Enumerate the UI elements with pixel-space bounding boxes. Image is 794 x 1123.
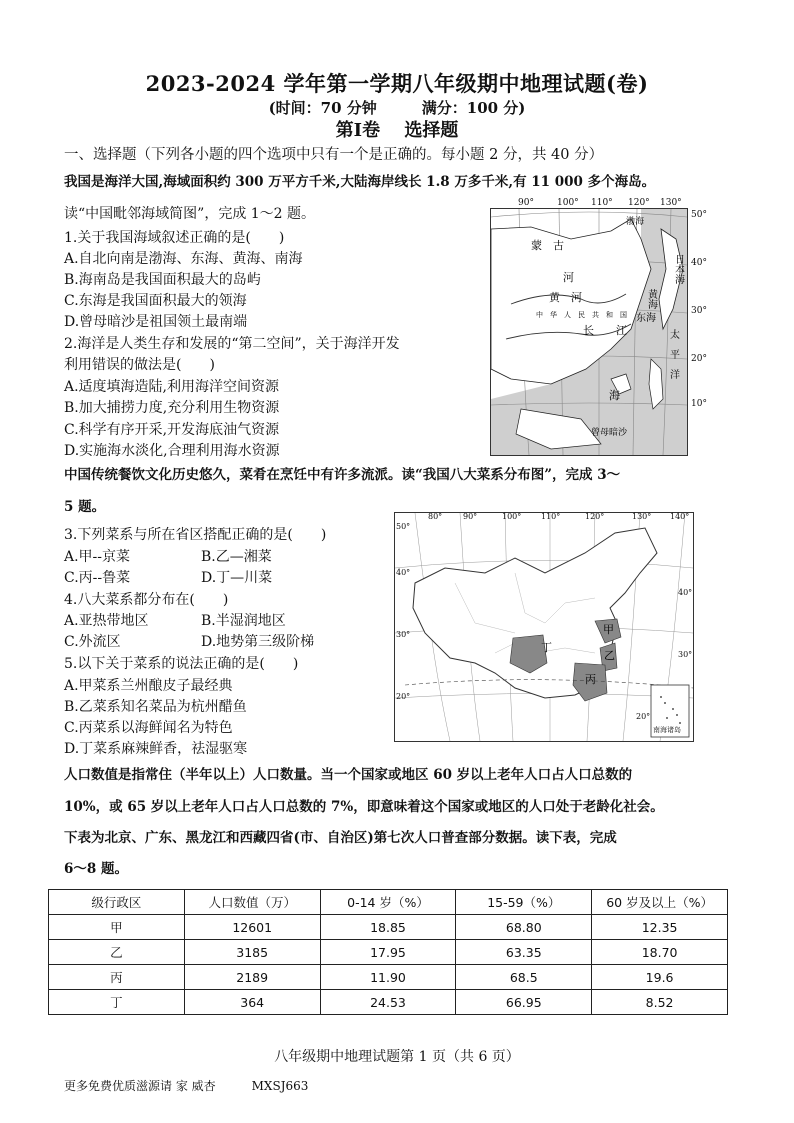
label-heshan: 河 (563, 271, 574, 284)
label-yellow-sea: 黄海 (645, 289, 657, 309)
table-cell: 68.80 (456, 915, 592, 940)
label-south-sea: 海 (609, 389, 620, 402)
label-changjiang: 长 江 (583, 324, 627, 337)
footer-code: MXSJ663 (251, 1079, 309, 1093)
table-cell: 19.6 (592, 965, 728, 990)
table-cell: 68.5 (456, 965, 592, 990)
footer-note-text: 更多免费优质滋源请 家 威杏 (64, 1079, 216, 1093)
map2-lon-3: 110° (541, 512, 561, 521)
q5-option-b[interactable]: B.乙菜系知名菜品为杭州醋鱼 (64, 699, 247, 715)
q2-option-a[interactable]: A.适度填海造陆,利用海洋空间资源 (64, 379, 280, 395)
label-bohai: 渤海 (626, 217, 645, 227)
map2-lat-right-1: 30° (678, 650, 693, 659)
page-footer: 八年级期中地理试题第 1 页（共 6 页） (274, 1049, 520, 1065)
table-cell: 24.53 (320, 990, 456, 1015)
q4-option-a[interactable]: A.亚热带地区 (64, 613, 149, 629)
map1-lon-1: 100° (557, 198, 579, 208)
table-cell: 17.95 (320, 940, 456, 965)
q5-option-a[interactable]: A.甲菜系兰州酿皮子最经典 (64, 678, 233, 694)
map2-lon-1: 90° (463, 512, 478, 521)
map1-lat-2: 30° (691, 306, 707, 316)
q4-stem: 4.八大菜系都分布在( ) (64, 592, 229, 608)
map2-lon-0: 80° (428, 512, 443, 521)
map2-lat-left-3: 20° (396, 692, 411, 701)
footer-note (64, 1077, 308, 1094)
q2-stem-1: 2.海洋是人类生存和发展的“第二空间”，关于海洋开发 (64, 336, 400, 352)
map-china-seas-svg (491, 209, 687, 455)
label-huanghe: 黄 河 (549, 291, 582, 304)
q4-option-b[interactable]: B.半湿润地区 (201, 613, 286, 629)
q3-option-c[interactable]: C.丙--鲁菜 (64, 570, 131, 586)
instructions: 一、选择题（下列各小题的四个选项中只有一个是正确的。每小题 2 分，共 40 分） (64, 147, 604, 163)
q5-option-c[interactable]: C.丙菜系以海鲜闻名为特色 (64, 720, 233, 736)
map2-lat-left-1: 40° (396, 568, 411, 577)
table-cell: 2189 (184, 965, 320, 990)
q3-option-d[interactable]: D.丁—川菜 (201, 570, 273, 586)
table-header: 15-59（%） (456, 890, 592, 915)
q5-option-d[interactable]: D.丁菜系麻辣鲜香，祛湿驱寒 (64, 741, 248, 757)
population-table (48, 889, 728, 1015)
q1-option-b[interactable]: B.海南岛是我国面积最大的岛屿 (64, 272, 261, 288)
q3-stem: 3.下列菜系与所在省区搭配正确的是( ) (64, 527, 327, 543)
table-cell: 乙 (49, 940, 185, 965)
map1-lat-0: 50° (691, 210, 707, 220)
map-china-seas (490, 208, 688, 456)
q5-stem: 5.以下关于菜系的说法正确的是( ) (64, 656, 299, 672)
table-cell: 364 (184, 990, 320, 1015)
q3-options-row1 (64, 547, 338, 567)
map2-lat-right-0: 40° (678, 588, 693, 597)
q3-option-a[interactable]: A.甲--京菜 (64, 549, 131, 565)
q2-option-c[interactable]: C.科学有序开采,开发海底油气资源 (64, 422, 280, 438)
q1-option-d[interactable]: D.曾母暗沙是祖国领土最南端 (64, 314, 248, 330)
map2-lon-5: 130° (632, 512, 652, 521)
passage3-line4: 6～8 题。 (64, 861, 128, 877)
q3-option-b[interactable]: B.乙—湘菜 (201, 549, 272, 565)
inset-label: 南海诸岛 (653, 726, 681, 734)
table-cell: 丁 (49, 990, 185, 1015)
map1-lon-2: 110° (591, 198, 613, 208)
map2-lon-4: 120° (585, 512, 605, 521)
table-cell: 12.35 (592, 915, 728, 940)
label-east-sea: 东海 (636, 313, 656, 324)
map1-lon-0: 90° (518, 198, 534, 208)
q1-option-c[interactable]: C.东海是我国面积最大的领海 (64, 293, 247, 309)
q2-option-b[interactable]: B.加大捕捞力度,充分利用生物资源 (64, 400, 280, 416)
q4-options-row1 (64, 611, 338, 631)
label-zengmu: 曾母暗沙 (591, 428, 628, 438)
table-cell: 甲 (49, 915, 185, 940)
exam-meta: (时间：70 分钟 满分：100 分) (268, 99, 526, 117)
q1-option-a[interactable]: A.自北向南是渤海、东海、黄海、南海 (64, 251, 303, 267)
map2-lon-6: 140° (670, 512, 690, 521)
table-row (49, 915, 728, 940)
label-china: 中 华 人 民 共 和 国 (536, 311, 627, 319)
table-header: 级行政区 (49, 890, 185, 915)
passage3-line3: 下表为北京、广东、黑龙江和西藏四省(市、自治区)第七次人口普查部分数据。读下表，完成 (64, 830, 617, 846)
passage2-intro-2: 5 题。 (64, 499, 106, 515)
label-pacific: 太 平 洋 (667, 329, 679, 379)
passage2-intro-1: 中国传统餐饮文化历史悠久，菜肴在烹饪中有许多流派。读“我国八大菜系分布图”，完成 3～ (64, 467, 621, 483)
table-cell: 18.85 (320, 915, 456, 940)
q4-option-d[interactable]: D.地势第三级阶梯 (201, 634, 315, 650)
map2-lat-left-0: 50° (396, 522, 411, 531)
passage1-read: 读“中国毗邻海域简图”，完成 1～2 题。 (64, 206, 316, 222)
q3-options-row2 (64, 568, 338, 588)
label-yi: 乙 (604, 649, 615, 662)
table-cell: 3185 (184, 940, 320, 965)
passage3-line1: 人口数值是指常住（半年以上）人口数量。当一个国家或地区 60 岁以上老年人口占人口总数的 (64, 767, 633, 783)
table-cell: 66.95 (456, 990, 592, 1015)
label-japan-sea: 日本海 (672, 254, 684, 284)
label-mongolia: 蒙 古 (531, 239, 564, 252)
table-cell: 丙 (49, 965, 185, 990)
map1-lat-1: 40° (691, 258, 707, 268)
table-cell: 12601 (184, 915, 320, 940)
map1-lat-3: 20° (691, 354, 707, 364)
map1-lat-4: 10° (691, 399, 707, 409)
section-title: 第Ⅰ卷 选择题 (335, 120, 459, 141)
q1-stem: 1.关于我国海域叙述正确的是( ) (64, 230, 285, 246)
q2-stem-2: 利用错误的做法是( ) (64, 357, 215, 373)
table-header: 0-14 岁（%） (320, 890, 456, 915)
table-cell: 8.52 (592, 990, 728, 1015)
q4-options-row2 (64, 632, 338, 652)
exam-title: 2023-2024 学年第一学期八年级期中地理试题(卷) (145, 71, 649, 96)
label-ding: 丁 (541, 641, 552, 654)
map-eight-cuisines-svg (395, 513, 693, 741)
table-row (49, 940, 728, 965)
table-row (49, 965, 728, 990)
map1-lon-4: 130° (660, 198, 682, 208)
table-cell: 18.70 (592, 940, 728, 965)
table-header: 人口数值（万） (184, 890, 320, 915)
map-eight-cuisines (394, 512, 694, 742)
table-cell: 63.35 (456, 940, 592, 965)
passage1-intro: 我国是海洋大国,海域面积约 300 万平方千米,大陆海岸线长 1.8 万多千米,有 11 000 多个海岛。 (64, 174, 656, 190)
table-header-row (49, 890, 728, 915)
table-row (49, 990, 728, 1015)
q2-option-d[interactable]: D.实施海水淡化,合理利用海水资源 (64, 443, 280, 459)
table-header: 60 岁及以上（%） (592, 890, 728, 915)
china-outline (413, 528, 657, 698)
map2-lat-bottom: 20° (636, 712, 651, 721)
label-bing: 丙 (585, 673, 596, 686)
map2-lon-2: 100° (502, 512, 522, 521)
label-jia: 甲 (603, 623, 614, 636)
map2-lat-left-2: 30° (396, 630, 411, 639)
table-cell: 11.90 (320, 965, 456, 990)
map1-lon-3: 120° (628, 198, 650, 208)
q4-option-c[interactable]: C.外流区 (64, 634, 121, 650)
passage3-line2: 10%，或 65 岁以上老年人口占人口总数的 7%，即意味着这个国家或地区的人口处于老龄化社会。 (64, 799, 664, 815)
